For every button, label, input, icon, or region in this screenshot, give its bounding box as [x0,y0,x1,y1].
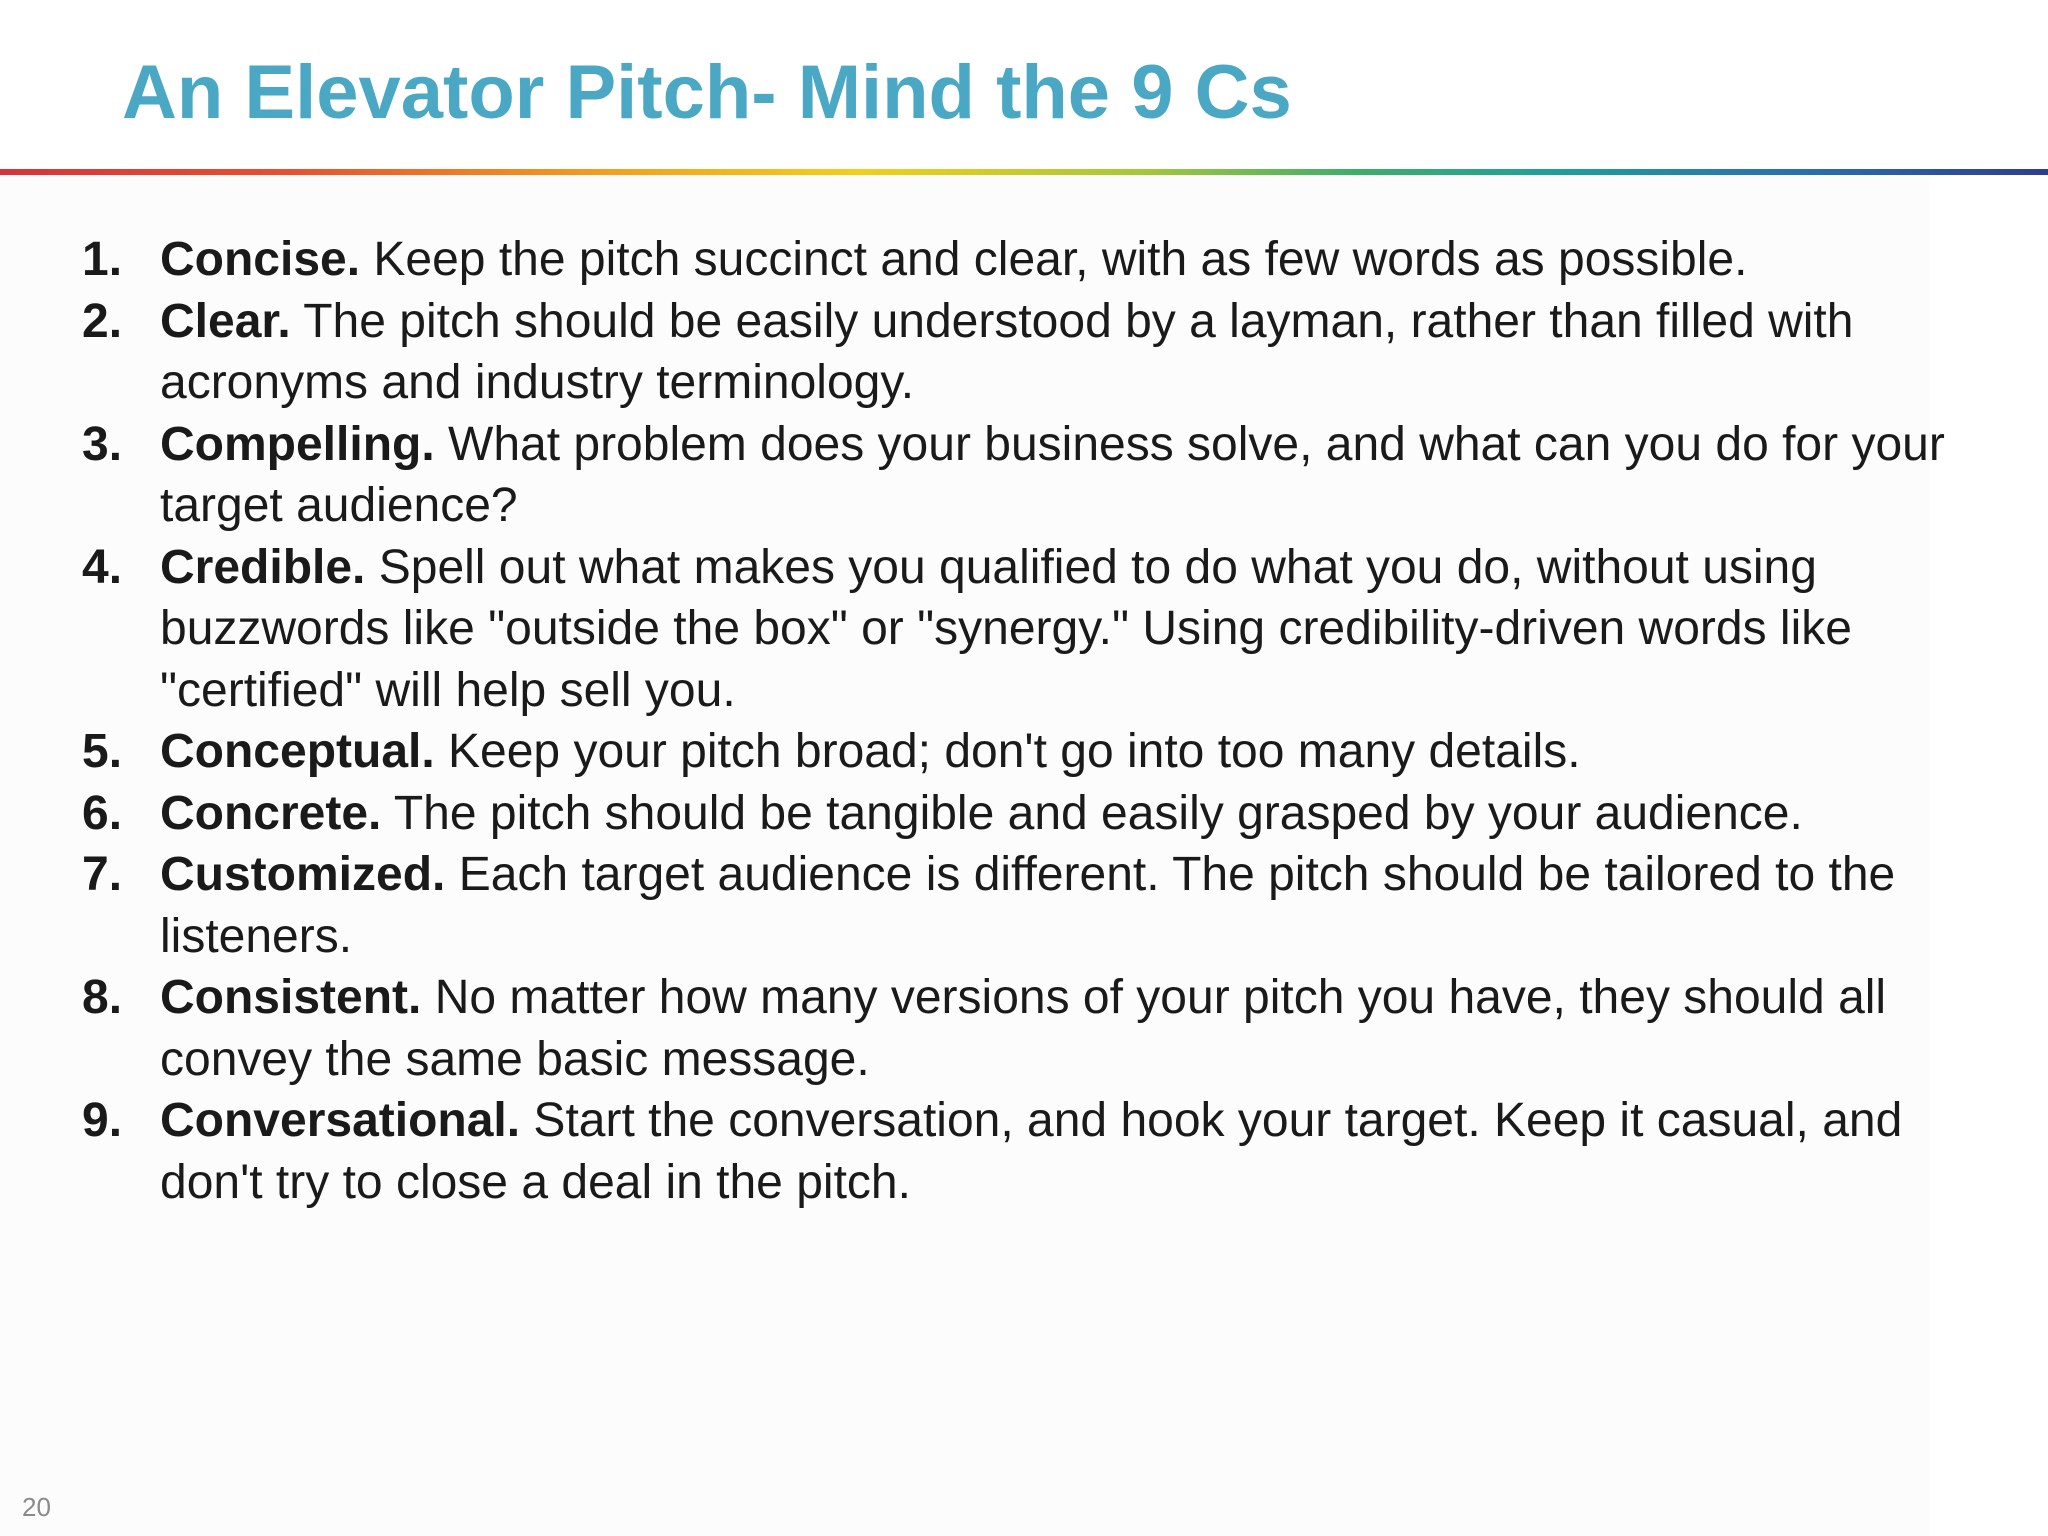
item-term: Consistent. [160,971,422,1024]
list-item [0,844,1960,967]
item-text: Each target audience is different. The pitch should be tailored to the listeners. [160,848,1896,963]
item-term: Concrete. [160,786,382,840]
item-term: Concise. [160,233,361,286]
item-text: Keep your pitch broad; don't go into too many details. [434,725,1581,778]
item-text: Spell out what makes you qualified to do what you do, without using buzzwords like "outside the box" or "synergy." Using credibility-driven words like "certified" will help sell you. [160,540,1852,717]
slide-title: An Elevator Pitch- Mind the 9 Cs [122,50,1292,135]
item-number: 5. [82,725,123,778]
list-item [0,1090,1960,1213]
item-text: Start the conversation, and hook your target. Keep it casual, and don't try to close a deal in the pitch. [160,1094,1903,1209]
item-number: 7. [82,848,123,901]
list-item [0,291,1960,414]
item-number: 6. [82,786,123,840]
item-number: 4. [82,540,123,594]
item-term: Customized. [160,848,446,901]
item-number: 8. [82,971,123,1024]
item-text: No matter how many versions of your pitch you have, they should all convey the same basic message. [160,971,1887,1086]
item-number: 2. [82,294,123,348]
item-text: What problem does your business solve, and what can you do for your target audience? [160,417,1945,532]
list-item [0,414,1960,537]
item-text: The pitch should be easily understood by a layman, rather than filled with acronyms and industry terminology. [160,294,1854,409]
item-number: 9. [82,1094,123,1147]
item-term: Clear. [160,294,291,348]
item-term: Credible. [160,540,366,594]
item-term: Conceptual. [160,725,435,778]
item-text: Keep the pitch succinct and clear, with as few words as possible. [360,233,1748,286]
list-item [0,229,1960,291]
item-term: Compelling. [160,417,435,471]
list-item [0,783,1960,845]
list-item [0,537,1960,722]
page-number: 20 [22,1492,51,1522]
item-number: 1. [82,233,123,286]
list-item [0,721,1960,783]
item-text: The pitch should be tangible and easily grasped by your audience. [381,786,1803,840]
list-item [0,967,1960,1090]
item-term: Conversational. [160,1094,521,1147]
item-number: 3. [82,417,123,471]
nine-cs-list [0,229,1960,1213]
